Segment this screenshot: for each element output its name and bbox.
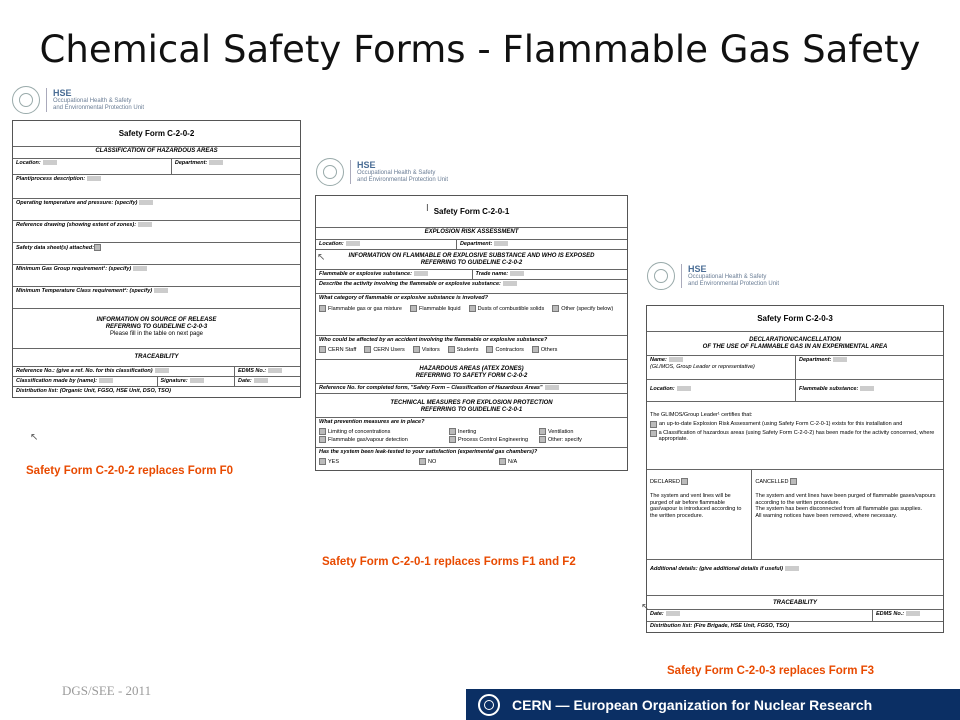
- form-title: Safety Form C-2-0-2: [13, 121, 300, 147]
- caption-c201: Safety Form C-2-0-1 replaces Forms F1 and F2: [322, 556, 576, 568]
- mouse-cursor-icon: ↖: [641, 602, 650, 613]
- hse-logo-3: HSE Occupational Health & Safety and Environmental Protection Unit: [647, 262, 779, 290]
- form-title: Safety Form C-2-0-1: [316, 196, 627, 228]
- safety-form-c201: Safety Form C-2-0-1 EXPLOSION RISK ASSESSMENT Location: Department: INFORMATION ON FLAMMABLE OR EXPLOSIVE SUBSTANCE AND WHO IS EXPOSED REFERRING TO GUIDELINE C-2-0-2 Flammable or explosive substance: Trade name: Describe the activity involving the flammable or explosive substance: What category of flammable or explosive substance is involved? Flammable gas or gas mixture Flammable liquid Dusts of combustible solids Other (specify below) Who could be affected by an accident involving the flammable or explosive substance? CERN Staff CERN Users Visitors Students Contractors Others HAZARDOUS AREAS (ATEX ZONES) REFERRING TO SAFETY FORM C-2-0-2 Reference No. for completed form, "Safety Form – Classification of Hazardous Areas" TECHNICAL MEASURES FOR EXPLOSION PROTECTION REFERRING TO GUIDELINE C-2-0-1 What prevention measures are in place? Limiting of concentrations Inerting Ventilation Flammable gas/vapour detection Process Control Engineering Other: specify Has the system been leak-tested to your satisfaction (experimental gas chambers)? YES NO N/A: [315, 195, 628, 471]
- slide-title: Chemical Safety Forms - Flammable Gas Safety: [39, 28, 921, 71]
- cern-logo-icon: [478, 694, 500, 716]
- mouse-cursor-icon: ↖: [30, 432, 39, 443]
- footer-text: DGS/SEE - 2011: [62, 683, 152, 698]
- cern-emblem-icon: [316, 158, 344, 186]
- caption-c202: Safety Form C-2-0-2 replaces Form F0: [26, 465, 234, 477]
- safety-form-c202: Safety Form C-2-0-2 CLASSIFICATION OF HAZARDOUS AREAS Location: Department: Plant/process description: Operating temperature and pressure: (specify) Reference drawing (showing extent of zones): Safety data sheet(s) attached: Minimum Gas Group requirement¹: (specify) Minimum Temperature Class requirement²: (specify) INFORMATION ON SOURCE OF RELEASE REFERRING TO GUIDELINE C-2-0-3 Please fill in the table on next page TRACEABILITY Reference No.: (give a ref. No. for this classification) EDMS No.: Classification made by (name): Signature: Date: Distribution list: (Organic Unit, FGSO, HSE Unit, DSO, TSO): [12, 120, 301, 398]
- hse-logo-2: HSE Occupational Health & Safety and Environmental Protection Unit: [316, 158, 448, 186]
- cern-emblem-icon: [647, 262, 675, 290]
- caption-c203: Safety Form C-2-0-3 replaces Form F3: [667, 665, 875, 677]
- banner-text: CERN — European Organization for Nuclear Research: [512, 696, 873, 713]
- text-cursor-icon: I: [426, 203, 429, 214]
- mouse-cursor-icon: ↖: [317, 252, 326, 263]
- hse-logo-1: HSE Occupational Health & Safety and Environmental Protection Unit: [12, 86, 144, 114]
- form-title: Safety Form C-2-0-3: [647, 306, 943, 332]
- cern-banner: [466, 689, 960, 720]
- cern-emblem-icon: [12, 86, 40, 114]
- safety-form-c203: Safety Form C-2-0-3 DECLARATION/CANCELLATION OF THE USE OF FLAMMABLE GAS IN AN EXPERIMENTAL AREA Name: (GLIMOS, Group Leader or representative) Department: Location: Flammable substance: The GLIMOS/Group Leader¹ certifies that: an up-to-date Explosion Risk Assessment (using Safety Form C-2-0-1) exists for this installation and a Classification of hazardous areas (using Safety Form C-2-0-2) has been made for the activity concerned, where appropriate. DECLARED The system and vent lines will be purged of air before flammable gas/vapour is introduced according to the written procedure. CANCELLED The system and vent lines have been purged of flammable gases/vapours according to the written procedure. The system has been disconnected from all flammable gas supplies. All warning notices have been removed, where necessary. Additional details: (give additional details if useful) TRACEABILITY Date: EDMS No.: Distribution list: (Fire Brigade, HSE Unit, FGSO, TSO): [646, 305, 944, 633]
- form-section: CLASSIFICATION OF HAZARDOUS AREAS: [13, 147, 300, 159]
